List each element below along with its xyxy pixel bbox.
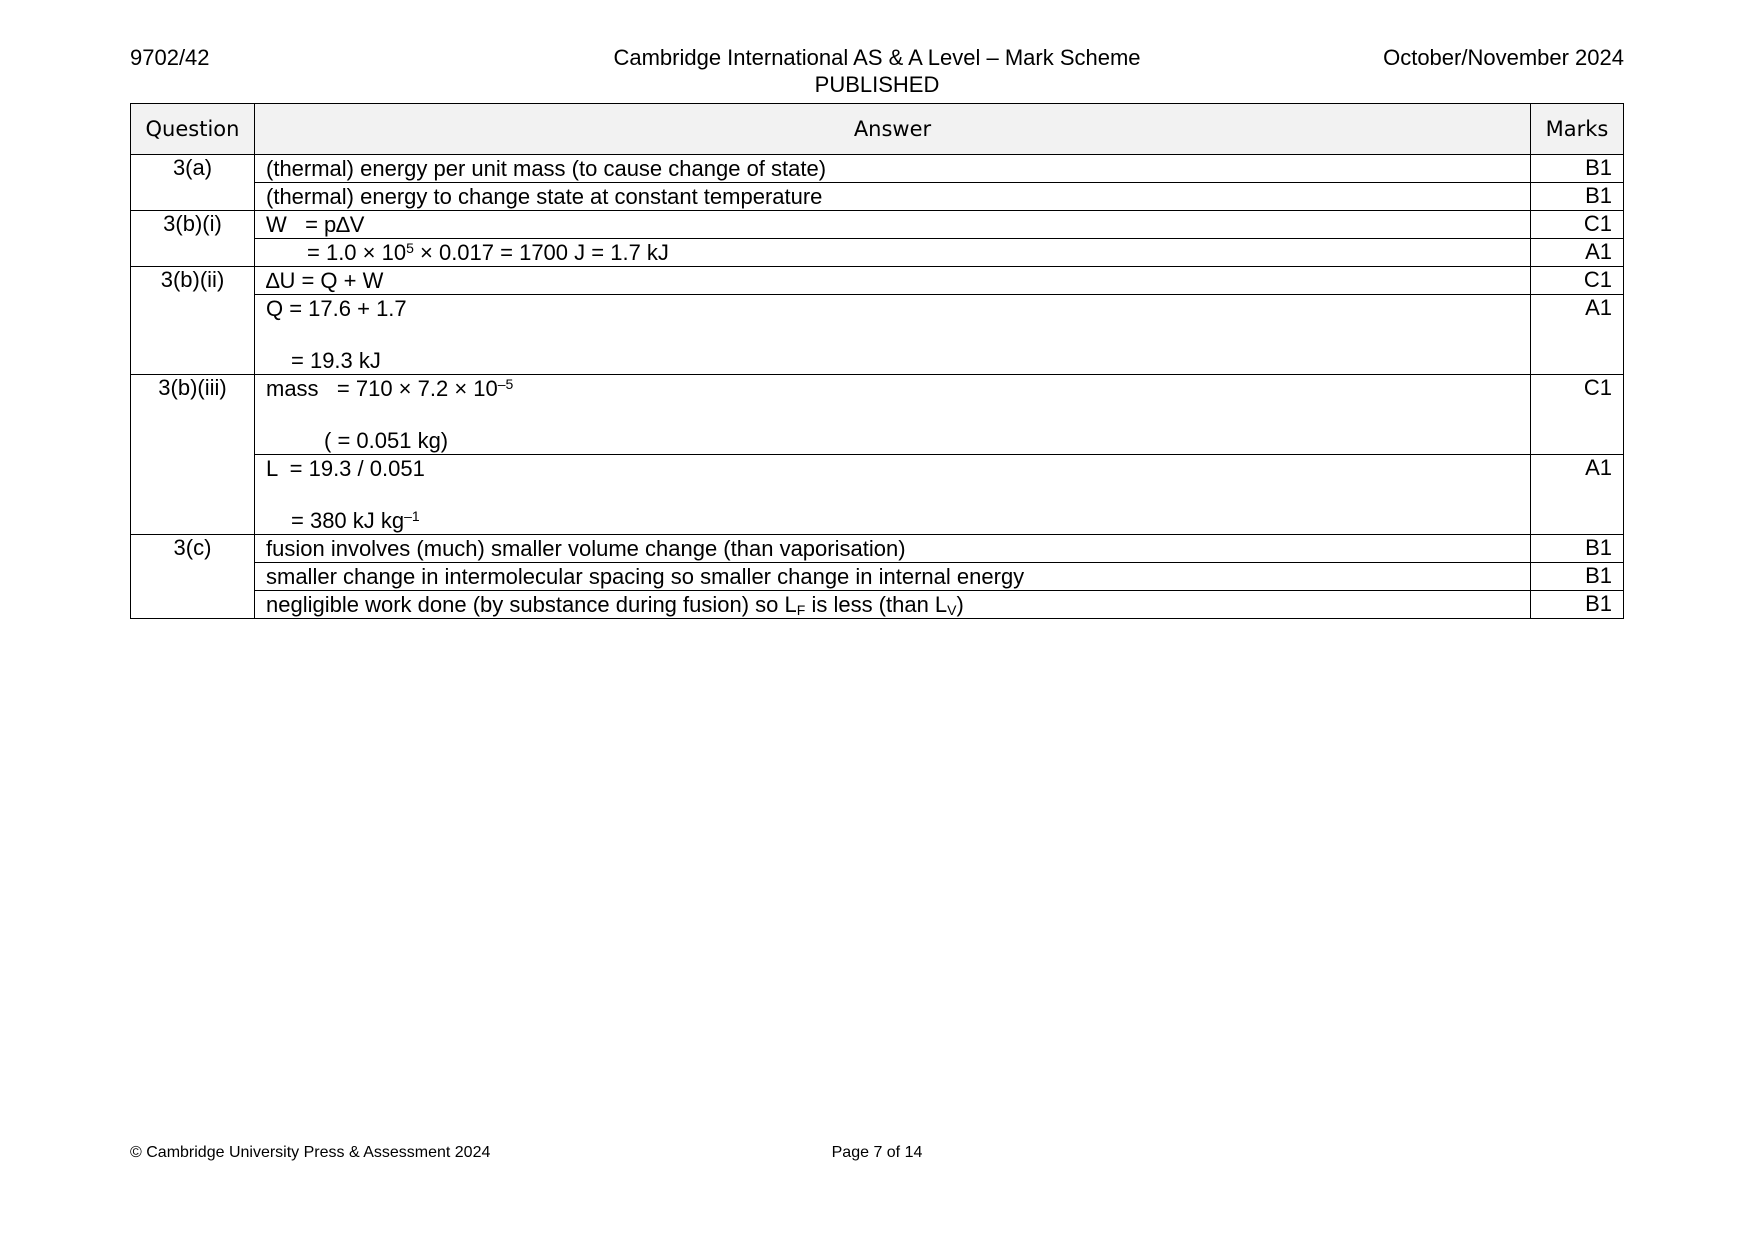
question-number: 3(c) <box>131 535 255 619</box>
answer-line: Q = 17.6 + 1.7 <box>266 296 407 321</box>
answer-line: ( = 0.051 kg) <box>324 428 449 453</box>
answer-text: smaller change in intermolecular spacing so smaller change in internal energy <box>266 564 1025 589</box>
table-row <box>131 267 1624 295</box>
answer-text: = $1.0 \times 10^5 \times 0.017 = 1700$ J = 1.7 kJ <box>307 240 669 265</box>
answer-text: (thermal) energy to change state at constant temperature <box>266 184 823 209</box>
table-row <box>131 239 1624 267</box>
marks-column-header: Marks <box>1531 104 1624 155</box>
table-row <box>131 375 1624 455</box>
answer-text: ∆U = Q + W <box>266 268 384 293</box>
question-number: 3(b)(iii) <box>131 375 255 535</box>
answer-cell <box>255 267 1531 295</box>
mark-cell: C1 <box>1531 211 1624 239</box>
answer-text: W = p∆V <box>266 212 365 237</box>
answer-cell <box>255 295 1531 375</box>
answer-cell <box>255 183 1531 211</box>
table-row <box>131 591 1624 619</box>
answer-column-header: Answer <box>255 104 1531 155</box>
answer-cell <box>255 375 1531 455</box>
question-number: 3(b)(ii) <box>131 267 255 375</box>
answer-text: (thermal) energy per unit mass (to cause change of state) <box>266 156 827 181</box>
answer-line: = 380 kJ $kg^{-1}$ <box>291 508 420 533</box>
answer-cell <box>255 591 1531 619</box>
table-row <box>131 295 1624 375</box>
answer-line: = 19.3 kJ <box>291 348 381 373</box>
mark-cell: B1 <box>1531 155 1624 183</box>
paper-code: 9702/42 <box>130 45 210 70</box>
mark-cell: C1 <box>1531 375 1624 455</box>
page-number: Page 7 of 14 <box>831 1144 923 1161</box>
copyright-notice: © Cambridge University Press & Assessment 2024 <box>130 1144 491 1161</box>
question-number: 3(a) <box>131 155 255 211</box>
mark-scheme-table <box>130 103 1624 619</box>
answer-cell <box>255 155 1531 183</box>
question-column-header: Question <box>131 104 255 155</box>
exam-session: October/November 2024 <box>1383 45 1624 70</box>
mark-cell: B1 <box>1531 183 1624 211</box>
table-row <box>131 211 1624 239</box>
answer-text: negligible work done (by substance during fusion) so $L_F$ is less (than $L_V$) <box>266 592 964 618</box>
mark-cell: B1 <box>1531 535 1624 563</box>
table-row <box>131 563 1624 591</box>
mark-cell: A1 <box>1531 295 1624 375</box>
mark-cell: A1 <box>1531 239 1624 267</box>
answer-cell <box>255 239 1531 267</box>
mark-cell: B1 <box>1531 563 1624 591</box>
answer-line: mass = $710 \times 7.2 \times 10^{-5}$ <box>266 376 514 401</box>
mark-cell: C1 <box>1531 267 1624 295</box>
mark-scheme-title: Cambridge International AS & A Level – Mark Scheme <box>613 45 1141 70</box>
answer-text: fusion involves (much) smaller volume change (than vaporisation) <box>266 536 906 561</box>
table-row <box>131 455 1624 535</box>
mark-cell: A1 <box>1531 455 1624 535</box>
table-header-row <box>131 104 1624 155</box>
answer-cell <box>255 211 1531 239</box>
answer-cell <box>255 455 1531 535</box>
question-number: 3(b)(i) <box>131 211 255 267</box>
mark-cell: B1 <box>1531 591 1624 619</box>
answer-line: L = 19.3 / 0.051 <box>266 456 425 481</box>
answer-cell <box>255 535 1531 563</box>
published-label: PUBLISHED <box>814 72 940 97</box>
table-row <box>131 535 1624 563</box>
answer-cell <box>255 563 1531 591</box>
table-row <box>131 155 1624 183</box>
table-row <box>131 183 1624 211</box>
